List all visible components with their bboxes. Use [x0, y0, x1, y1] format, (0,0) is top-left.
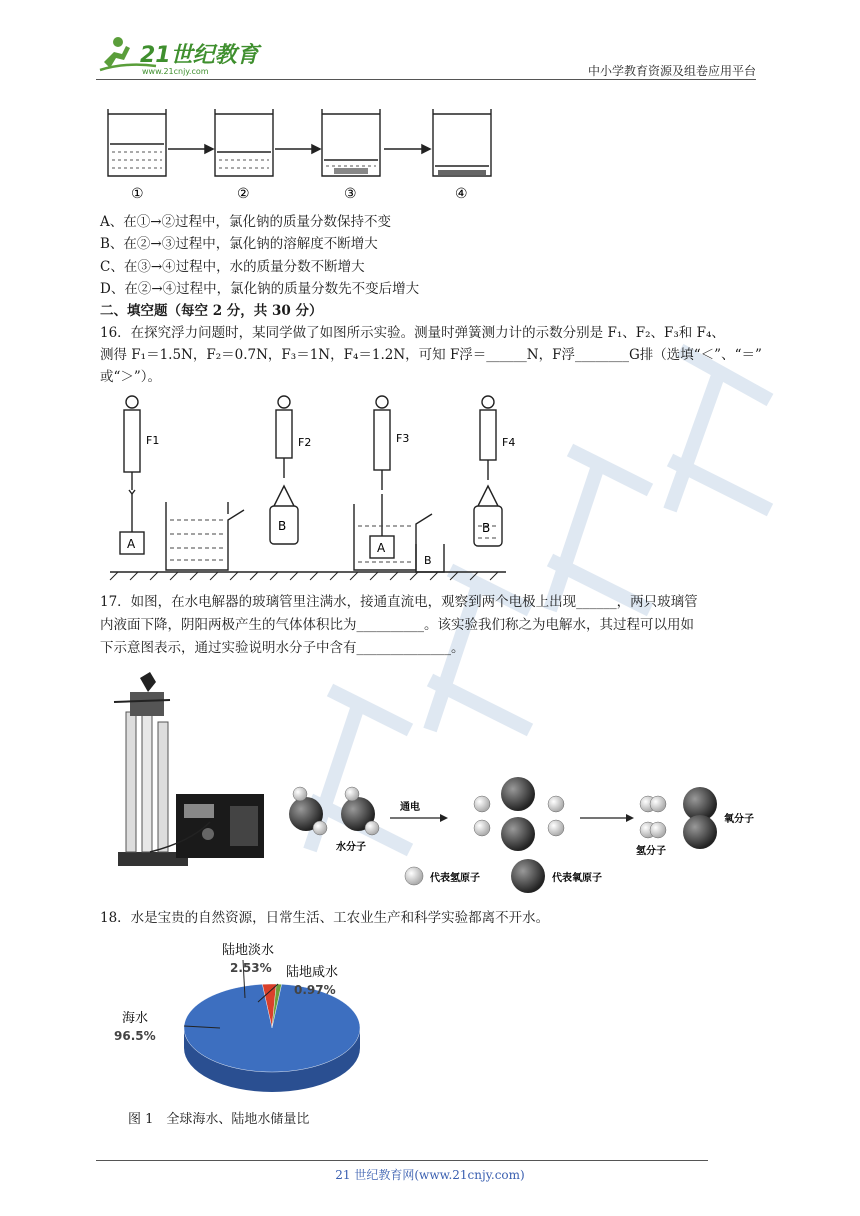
beaker-label-4: ④: [455, 186, 468, 202]
q17-line1: 17．如图，在水电解器的玻璃管里注满水，接通直流电，观察到两个电极上出现______，两只玻璃管: [100, 594, 698, 610]
value-salt-water: 0.97%: [294, 983, 336, 997]
label-salt-water: 陆地咸水: [286, 965, 339, 980]
water-molecule-2: [341, 787, 379, 835]
label-f1: F1: [146, 434, 160, 447]
figure-caption: 图 1 全球海水、陆地水储量比: [128, 1112, 310, 1127]
buoyancy-figure: [110, 394, 516, 584]
block-a-label-2: A: [377, 541, 386, 555]
block-b-label-2: B: [424, 554, 432, 567]
q16-line3: 或“＞”）。: [100, 369, 162, 385]
value-seawater: 96.5%: [114, 1029, 156, 1043]
site-logo: [96, 32, 266, 80]
footer-text[interactable]: 21 世纪教育网(www.21cnjy.com): [335, 1168, 525, 1182]
option-c: C、在③→④过程中，水的质量分数不断增大: [100, 259, 365, 275]
beaker-label-1: ①: [131, 186, 144, 202]
label-hydrogen-molecule: 氢分子: [636, 846, 666, 857]
beakers-figure: [100, 104, 500, 204]
option-d: D、在②→④过程中，氯化钠的质量分数先不变后增大: [100, 281, 420, 297]
water-molecule-1: [289, 787, 327, 835]
q18-text: 18．水是宝贵的自然资源，日常生活、工农业生产和科学实验都离不开水。: [100, 910, 550, 926]
value-fresh-water: 2.53%: [230, 961, 272, 975]
q16-line1: 16．在探究浮力问题时，某同学做了如图所示实验。测量时弹簧测力计的示数分别是 F₁、F₂、F₃和 F₄、: [100, 325, 725, 341]
q17-line3: 下示意图表示，通过实验说明水分子中含有______________。: [100, 640, 465, 656]
footer-divider: [96, 1160, 708, 1161]
block-a-label-1: A: [127, 537, 136, 551]
section-title: 二、填空题（每空 2 分，共 30 分）: [100, 303, 323, 319]
label-electrify: 通电: [400, 802, 420, 813]
water-pie-chart: [100, 932, 400, 1110]
q16-line2: 测得 F₁＝1.5N，F₂＝0.7N，F₃＝1N，F₄＝1.2N，可知 F浮＝______N，F浮________G排（选填“＜”、“＝”: [100, 347, 762, 363]
label-f3: F3: [396, 432, 410, 445]
option-b: B、在②→③过程中，氯化钠的溶解度不断增大: [100, 236, 378, 252]
legend-hydrogen-atom: 代表氢原子: [430, 873, 480, 884]
logo-main-text: 21世纪教育: [140, 43, 259, 68]
label-water-molecule: 水分子: [336, 842, 366, 853]
header-divider: [96, 79, 756, 80]
option-a: A、在①→②过程中，氯化钠的质量分数保持不变: [100, 214, 392, 230]
q17-line2: 内液面下降，阴阳两极产生的气体体积比为__________。该实验我们称之为电解水，其过程可以用如: [100, 617, 694, 633]
beaker-label-2: ②: [237, 186, 250, 202]
electrolysis-diagram: [282, 690, 762, 904]
label-seawater: 海水: [122, 1011, 149, 1026]
label-f2: F2: [298, 436, 312, 449]
label-f4: F4: [502, 436, 516, 449]
beaker-label-3: ③: [344, 186, 357, 202]
block-b-label-1: B: [278, 519, 287, 533]
label-fresh-water: 陆地淡水: [222, 943, 275, 958]
pie-slices: [184, 984, 360, 1092]
electrolysis-apparatus: [110, 672, 270, 868]
label-oxygen-molecule: 氧分子: [724, 814, 754, 825]
platform-name: 中小学教育资源及组卷应用平台: [587, 64, 756, 78]
block-b-label-3: B: [482, 521, 491, 535]
legend-oxygen-atom: 代表氧原子: [552, 873, 602, 884]
logo-sub-text: www.21cnjy.com: [142, 67, 209, 76]
